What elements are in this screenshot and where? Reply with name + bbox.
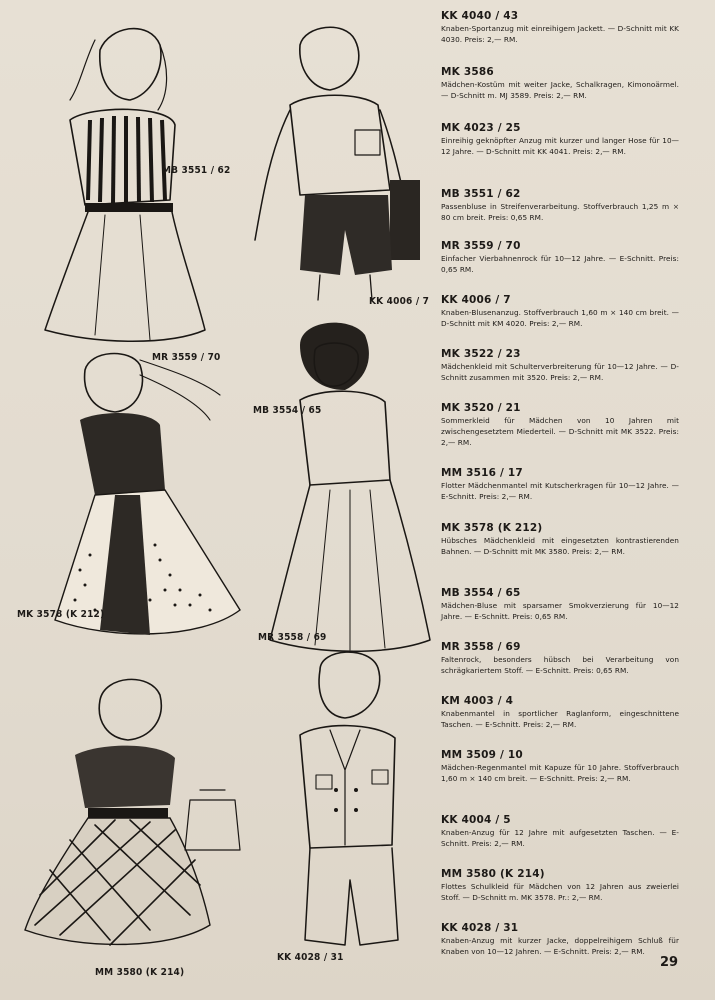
entry-code: MB 3551 / 62 [441,188,521,200]
entry-code: MK 3520 / 21 [441,402,521,414]
entry-code: MM 3509 / 10 [441,749,523,761]
entry-description: Hübsches Mädchenkleid mit eingesetzten kontrastierenden Bahnen. — D-Schnitt mit MK 3580. Preis: 2,— RM. [441,536,679,556]
entry-code: MR 3559 / 70 [441,240,521,252]
figure-label-mr-3559: MR 3559 / 70 [152,352,221,363]
pattern-catalog [441,10,679,957]
entry-description: Faltenrock, besonders hübsch bei Verarbeitung von schrägkariertem Stoff. — E-Schnitt. Preis: 0,65 RM. [441,655,679,675]
entry-code: MB 3554 / 65 [441,587,521,599]
entry-description: Mädchen-Regenmantel mit Kapuze für 10 Jahre. Stoffverbrauch 1,60 m × 140 cm breit. — E-Schnitt. Preis: 2,— RM. [441,763,679,783]
entry-description: Passenbluse in Streifenverarbeitung. Stoffverbrauch 1,25 m × 80 cm breit. Preis: 0,65 RM. [441,202,679,222]
catalog-entry [441,240,679,294]
catalog-entry [441,122,679,188]
figure-label-mr-3558: MR 3558 / 69 [258,632,327,643]
entry-description: Flotter Mädchenmantel mit Kutscherkragen für 10—12 Jahre. — E-Schnitt. Preis: 2,— RM. [441,481,679,501]
catalog-entry [441,749,679,814]
figure-girl-smock-dress [270,323,430,652]
figure-label-mb-3554: MB 3554 / 65 [253,405,322,416]
figure-label-mb-3551: MB 3551 / 62 [162,165,231,176]
entry-code: MK 4023 / 25 [441,122,521,134]
catalog-entry [441,10,679,66]
entry-code: MK 3586 [441,66,494,78]
figure-boy-blouse-suit [255,27,420,300]
entry-description: Knaben-Blusenanzug. Stoffverbrauch 1,60 m × 140 cm breit. — D-Schnitt mit KM 4020. Preis: 2,— RM. [441,308,679,328]
catalog-entry [441,695,679,749]
entry-code: KK 4004 / 5 [441,814,511,826]
entry-description: Mädchenkleid mit Schulterverbreiterung für 10—12 Jahre. — D-Schnitt zusammen mit 3520. Preis: 2,— RM. [441,362,679,382]
catalog-entry [441,641,679,695]
entry-code: MM 3516 / 17 [441,467,523,479]
figure-boy-double-breasted-suit [300,652,398,945]
catalog-entry [441,814,679,868]
entry-code: KM 4003 / 4 [441,695,514,707]
entry-code: KK 4040 / 43 [441,10,519,22]
catalog-entry [441,66,679,122]
catalog-entry [441,188,679,240]
catalog-entry [441,868,679,922]
figure-label-mm-3580: MM 3580 (K 214) [95,967,185,978]
entry-description: Knaben-Anzug für 12 Jahre mit aufgesetzten Taschen. — E-Schnitt. Preis: 2,— RM. [441,828,679,848]
figure-label-mk-3578: MK 3578 (K 212) [17,609,105,620]
figure-girl-striped-blouse [45,29,205,342]
entry-description: Flottes Schulkleid für Mädchen von 12 Jahren aus zweierlei Stoff. — D-Schnitt m. MK 3578. Pr.: 2,— RM. [441,882,679,902]
catalog-entry [441,294,679,348]
entry-description: Einfacher Vierbahnenrock für 10—12 Jahre. — E-Schnitt. Preis: 0,65 RM. [441,254,679,274]
entry-description: Knaben-Anzug mit kurzer Jacke, doppelreihigem Schluß für Knaben von 10—12 Jahren. — E-Schnitt. Preis: 2,— RM. [441,936,679,956]
catalog-entry [441,522,679,587]
catalog-entry [441,348,679,402]
entry-code: MM 3580 (K 214) [441,868,545,880]
page-number: 29 [660,955,679,970]
figure-girl-dotted-dress [55,354,240,635]
entry-description: Mädchen-Bluse mit sparsamer Smokverzierung für 10—12 Jahre. — E-Schnitt. Preis: 0,65 RM. [441,601,679,621]
entry-description: Sommerkleid für Mädchen von 10 Jahren mit zwischengesetztem Miederteil. — D-Schnitt mit MK 3522. Preis: 2,— RM. [441,416,679,447]
entry-description: Knabenmantel in sportlicher Raglanform, eingeschnittene Taschen. — E-Schnitt. Preis: 2,— RM. [441,709,679,729]
figure-label-kk-4028: KK 4028 / 31 [277,952,344,963]
entry-code: KK 4006 / 7 [441,294,511,306]
entry-code: MK 3522 / 23 [441,348,521,360]
entry-code: MR 3558 / 69 [441,641,521,653]
figure-girl-check-skirt [25,679,240,945]
catalog-entry [441,402,679,467]
figure-label-kk-4006: KK 4006 / 7 [369,296,430,307]
catalog-entry [441,587,679,641]
catalog-entry [441,467,679,522]
entry-code: KK 4028 / 31 [441,922,519,934]
entry-description: Mädchen-Kostüm mit weiter Jacke, Schalkragen, Kimonoärmel. — D-Schnitt m. MJ 3589. Preis: 2,— RM. [441,80,679,100]
catalog-entry [441,922,679,957]
entry-description: Knaben-Sportanzug mit einreihigem Jackett. — D-Schnitt mit KK 4030. Preis: 2,— RM. [441,24,679,44]
entry-description: Einreihig geknöpfter Anzug mit kurzer und langer Hose für 10—12 Jahre. — D-Schnitt mit KK 4041. Preis: 2,— RM. [441,136,679,156]
entry-code: MK 3578 (K 212) [441,522,543,534]
